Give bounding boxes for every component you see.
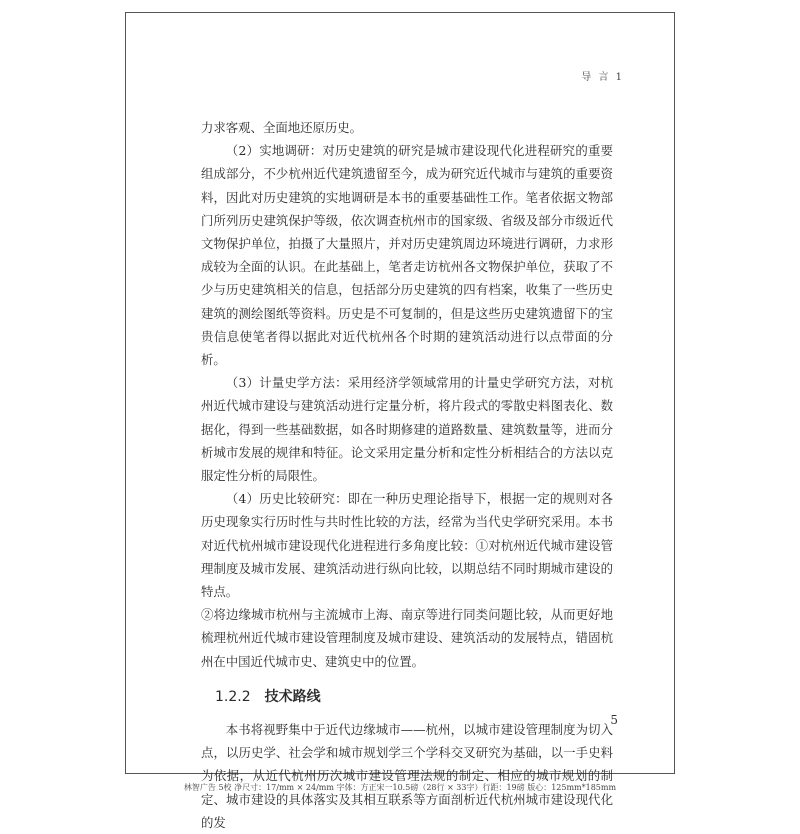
paragraph-comparison-second: ②将边缘城市杭州与主流城市上海、南京等进行同类问题比较，从而更好地梳理杭州近代城市建设管理制度及城市建设、建筑活动的发展特点，错固杭州在中国近代城市史、建筑史中的位置。: [201, 607, 613, 669]
section-heading: [201, 686, 613, 709]
paragraph-field-research: （2）实地调研：对历史建筑的研究是城市建设现代化进程研究的重要组成部分，不少杭州近代建筑遗留至今，成为研究近代城市与建筑的重要资料，因此对历史建筑的实地调研是本书的重要基础性工作。笔者依据文物部门所列历史建筑保护等级，依次调查杭州市的国家级、省级及部分市级近代文物保护单位，拍摄了大量照片，并对历史建筑周边环境进行调研，力求形成较为全面的认识。在此基础上，笔者走访杭州各文物保护单位，获取了不少与历史建筑相关的信息，包括部分历史建筑的四有档案，收集了一些历史建筑的测绘图纸等资料。历史是不可复制的，但是这些历史建筑遗留下的宝贵信息使笔者得以据此对近代杭州各个时期的建筑活动进行以点带面的分析。: [201, 143, 613, 368]
print-info-footer: 林智广告 5校 净尺寸：17/mm × 24/mm 字体：方正宋一10.5磅（28行 × 33字）行距：19磅 版心：125mm*185mm: [183, 783, 617, 792]
section-number: 1.2.2: [215, 688, 251, 705]
body-text: [201, 116, 613, 834]
paragraph-continuation: 力求客观、全面地还原历史。: [201, 120, 363, 135]
running-head: 导 言 1: [581, 72, 624, 83]
section-title: 技术路线: [264, 688, 321, 705]
paragraph-comparative-history: （4）历史比较研究：即在一种历史理论指导下，根据一定的规则对各历史现象实行历时性与共时性比较的方法，经常为当代史学研究采用。本书对近代杭州城市建设现代化进程进行多角度比较：①对杭州近代城市建设管理制度及城市发展、建筑活动进行纵向比较，以期总结不同时期城市建设的特点。: [201, 491, 613, 600]
paragraph-quantitative-history: （3）计量史学方法：采用经济学领域常用的计量史学研究方法，对杭州近代城市建设与建筑活动进行定量分析，将片段式的零散史料图表化、数据化，得到一些基础数据，如各时期修建的道路数量、建筑数量等，进而分析城市发展的规律和特征。论文采用定量分析和定性分析相结合的方法以克服定性分析的局限性。: [201, 375, 613, 484]
paragraph-technical-route: 本书将视野集中于近代边缘城市——杭州，以城市建设管理制度为切入点，以历史学、社会学和城市规划学三个学科交叉研究为基础，以一手史料为依据，从近代杭州历次城市建设管理法规的制定、相应的城市规划的制定、城市建设的具体落实及其相互联系等方面剖析近代杭州城市建设现代化的发: [201, 722, 613, 830]
page-number: 5: [610, 713, 618, 727]
